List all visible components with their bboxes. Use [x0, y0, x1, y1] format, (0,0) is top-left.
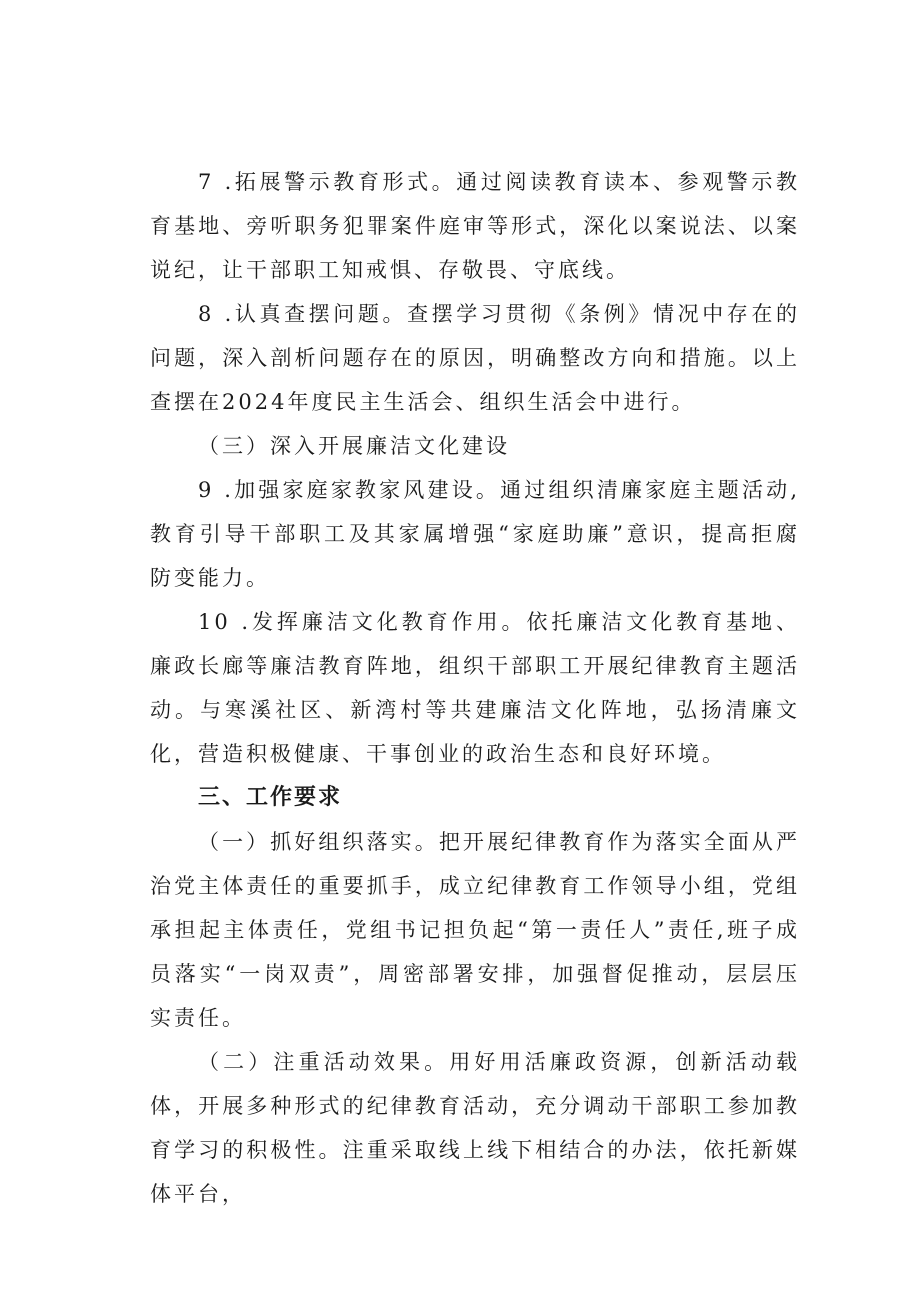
- paragraph-7: 7 .拓展警示教育形式。通过阅读教育读本、参观警示教育基地、旁听职务犯罪案件庭审等形式，深化以案说法、以案说纪，让干部职工知戒惧、存敬畏、守底线。: [150, 170, 800, 282]
- section-heading-3: 三、工作要求: [198, 785, 343, 810]
- paragraph-9: 9 .加强家庭家教家风建设。通过组织清廉家庭主题活动,教育引导干部职工及其家属增强“家庭助廉”意识，提高拒腐防变能力。: [150, 478, 800, 590]
- paragraph-req-1: （一）抓好组织落实。把开展纪律教育作为落实全面从严治党主体责任的重要抓手，成立纪律教育工作领导小组，党组承担起主体责任，党组书记担负起“第一责任人”责任,班子成员落实“一岗双责”，周密部署安排，加强督促推动，层层压实责任。: [150, 830, 800, 1030]
- paragraph-10: 10 .发挥廉洁文化教育作用。依托廉洁文化教育基地、廉政长廊等廉洁教育阵地，组织干部职工开展纪律教育主题活动。与寒溪社区、新湾村等共建廉洁文化阵地，弘扬清廉文化，营造积极健康、干事创业的政治生态和良好环境。: [150, 610, 800, 766]
- paragraph-req-2: （二）注重活动效果。用好用活廉政资源，创新活动载体，开展多种形式的纪律教育活动，充分调动干部职工参加教育学习的积极性。注重采取线上线下相结合的办法，依托新媒体平台，: [150, 1050, 800, 1206]
- subheading-3: （三）深入开展廉洁文化建设: [198, 434, 510, 458]
- paragraph-8: 8 .认真查摆问题。查摆学习贯彻《条例》情况中存在的问题，深入剖析问题存在的原因，明确整改方向和措施。以上查摆在2024年度民主生活会、组织生活会中进行。: [150, 302, 800, 414]
- document-body: [150, 160, 800, 1216]
